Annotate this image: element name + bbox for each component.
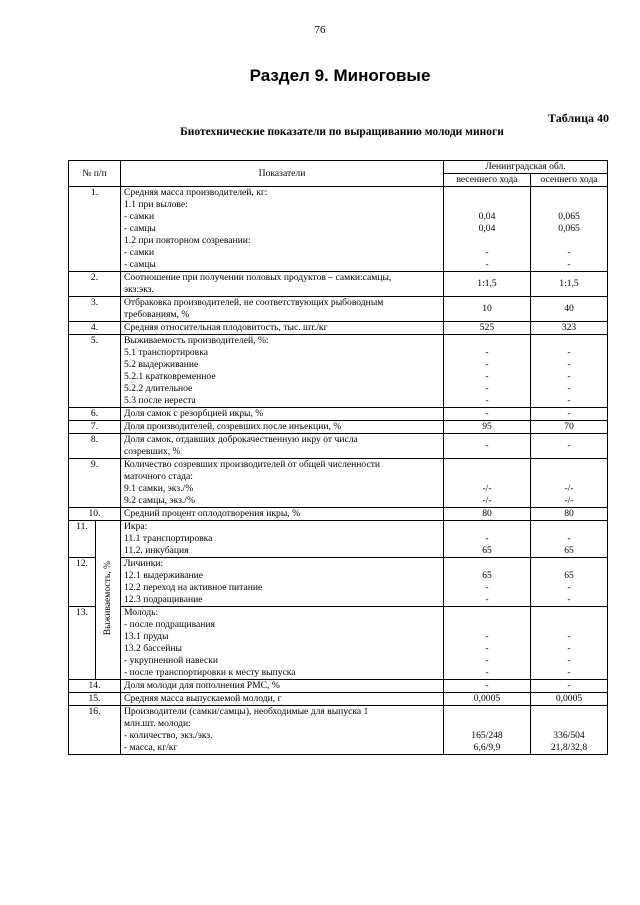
value-line [447,459,527,471]
value-line: 65 [564,545,574,556]
row-line: Икра: [124,521,148,532]
row-number: 15. [69,693,121,706]
row-line: 9.2 самцы, экз./% [124,495,195,506]
row-line: 13.2 бассейны [124,643,182,654]
value-line [534,558,604,570]
autumn-value [531,607,608,680]
value-line [534,235,604,247]
row-line: 11.1 транспортировка [124,533,213,544]
value-line [534,706,604,718]
value-line: - [485,667,489,678]
value-line [534,521,604,533]
value-line: - [567,359,571,370]
table-row [69,680,608,693]
row-line: 11.2. инкубация [124,545,189,556]
section-title: Раздел 9. Миноговые [249,66,431,85]
autumn-value: 70 [531,421,608,434]
value-line [534,199,604,211]
row-line: экз:экз. [124,284,154,295]
spring-value [444,706,531,755]
row-number: 3. [69,297,121,322]
row-number: 14. [69,680,121,693]
value-line: - [567,582,571,593]
row-indicator [121,521,444,558]
row-number: 16. [69,706,121,755]
spring-value: 0,0005 [444,693,531,706]
spring-value [444,459,531,508]
row-number: 11. [69,521,96,558]
page-number: 76 [314,24,326,36]
row-indicator: Средний процент оплодотворения икры, % [121,508,444,521]
value-line [447,471,527,483]
table-row [69,521,608,558]
row-indicator [121,706,444,755]
spring-value: - [444,434,531,459]
row-number: 8. [69,434,121,459]
value-line: - [567,655,571,666]
row-number: 2. [69,272,121,297]
spring-value: 95 [444,421,531,434]
value-line: -/- [564,495,574,506]
table-row [69,706,608,755]
autumn-value [531,459,608,508]
row-line: созревших, % [124,446,181,457]
autumn-value [531,335,608,408]
row-indicator [121,272,444,297]
spring-value: - [444,408,531,421]
row-line: 5.3 после нереста [124,395,196,406]
row-indicator [121,187,444,272]
col-region-header: Ленинградская обл. [444,161,608,174]
value-line: 0,065 [558,223,580,234]
autumn-value: 323 [531,322,608,335]
table-row [69,322,608,335]
row-indicator: Средняя масса выпускаемой молоди, г [121,693,444,706]
value-line: 65 [482,545,492,556]
row-indicator: Доля молоди для пополнения РМС, % [121,680,444,693]
value-line: 0,04 [478,211,496,222]
row-line: 1.1 при вылове: [124,199,188,210]
row-line: - после подращивания [124,619,215,630]
row-line: Выживаемость производителей, %: [124,335,269,346]
row-number: 9. [69,459,121,508]
value-line [447,521,527,533]
value-line: 6,6/9,9 [473,742,501,753]
value-line: - [485,371,489,382]
value-line: - [567,643,571,654]
col-indicator-header: Показатели [121,161,444,187]
row-line: - укрупненной навески [124,655,219,666]
table-row [69,187,608,272]
value-line [534,718,604,730]
row-line: Отбраковка производителей, не соответствующих рыбоводным [124,297,384,308]
value-line: - [485,395,489,406]
value-line [447,199,527,211]
autumn-value: 40 [531,297,608,322]
autumn-value [531,521,608,558]
row-line: 5.2 выдерживание [124,359,199,370]
row-number: 7. [69,421,121,434]
row-line: - масса, кг/кг [124,742,178,753]
row-line: Средняя масса производителей, кг: [124,187,268,198]
autumn-value: - [531,408,608,421]
row-line: 5.1 транспортировка [124,347,208,358]
value-line: 336/504 [553,730,585,741]
value-line [447,187,527,199]
row-indicator: Средняя относительная плодовитость, тыс. шт./кг [121,322,444,335]
row-indicator [121,297,444,322]
table-row [69,335,608,408]
value-line: 65 [564,570,574,581]
autumn-value: 1:1,5 [531,272,608,297]
row-line: - после транспортировки к месту выпуска [124,667,296,678]
row-indicator [121,558,444,607]
value-line: - [567,533,571,544]
value-line: - [567,631,571,642]
value-line: - [485,655,489,666]
survival-group-label [96,521,121,680]
value-line [534,459,604,471]
row-line: Доля самок, отдавших доброкачественную икру от числа [124,434,358,445]
value-line: -/- [564,483,574,494]
row-line: требованиям, % [124,309,190,320]
value-line: - [485,247,489,258]
autumn-value [531,187,608,272]
col-spring-header: весеннего хода [444,174,531,187]
value-line [447,619,527,631]
table-title: Биотехнические показатели по выращиванию молоди миноги [180,126,504,138]
value-line: - [567,371,571,382]
value-line [447,235,527,247]
survival-group-text: Выживаемость, % [102,560,113,636]
row-line: 12.2 переход на активное питание [124,582,263,593]
value-line [447,718,527,730]
autumn-value: - [531,434,608,459]
table-row [69,607,608,680]
row-number: 12. [69,558,96,607]
value-line: 0,065 [558,211,580,222]
row-number: 4. [69,322,121,335]
value-line: 21,8/32,8 [550,742,588,753]
row-line: Молодь: [124,607,159,618]
col-autumn-header: осеннего хода [531,174,608,187]
row-line: 12.3 подращивание [124,594,203,605]
row-indicator [121,434,444,459]
value-line: - [567,667,571,678]
value-line: -/- [482,483,492,494]
spring-value [444,187,531,272]
value-line: 165/248 [471,730,503,741]
value-line: - [485,533,489,544]
row-line: Количество созревших производителей от общей численности [124,459,381,470]
col-num-header: № п/п [69,161,121,187]
table-row [69,508,608,521]
value-line: - [485,359,489,370]
row-line: Производители (самки/самцы), необходимые для выпуска 1 [124,706,369,717]
spring-value [444,521,531,558]
value-line [534,619,604,631]
autumn-value: - [531,680,608,693]
value-line [534,607,604,619]
value-line: -/- [482,495,492,506]
autumn-value [531,706,608,755]
table-row [69,434,608,459]
row-indicator: Доля производителей, созревших после инъекции, % [121,421,444,434]
table-row [69,459,608,508]
value-line: - [567,247,571,258]
value-line: - [485,582,489,593]
table-row [69,421,608,434]
spring-value: 525 [444,322,531,335]
value-line: - [567,383,571,394]
value-line: - [567,259,571,270]
row-line: - самцы [124,223,156,234]
row-line: - самки [124,247,155,258]
row-indicator: Доля самок с резорбцией икры, % [121,408,444,421]
row-number: 10. [69,508,121,521]
row-line: маточного стада: [124,471,193,482]
spring-value: 10 [444,297,531,322]
spring-value [444,607,531,680]
biotech-table [68,160,608,755]
spring-value: - [444,680,531,693]
value-line: - [485,594,489,605]
row-line: 5.2.1 кратковременное [124,371,216,382]
spring-value [444,558,531,607]
row-number: 5. [69,335,121,408]
row-line: млн.шт. молоди: [124,718,191,729]
table-row [69,297,608,322]
value-line: - [485,631,489,642]
row-line: - самки [124,211,155,222]
row-number: 1. [69,187,121,272]
value-line [447,706,527,718]
table-row [69,693,608,706]
table-row [69,272,608,297]
table-row [69,408,608,421]
spring-value [444,335,531,408]
row-line: Личинки: [124,558,164,569]
value-line: 65 [482,570,492,581]
value-line [534,471,604,483]
autumn-value [531,558,608,607]
row-number: 6. [69,408,121,421]
spring-value: 80 [444,508,531,521]
row-line: - самцы [124,259,156,270]
value-line [534,187,604,199]
row-line: 5.2.2 длительное [124,383,193,394]
spring-value: 1:1,5 [444,272,531,297]
autumn-value: 0,0005 [531,693,608,706]
value-line [447,335,527,347]
row-line: 12.1 выдерживание [124,570,204,581]
value-line: - [567,347,571,358]
value-line [447,607,527,619]
row-line: 1.2 при повторном созревании: [124,235,251,246]
row-indicator [121,607,444,680]
value-line: - [567,395,571,406]
row-indicator [121,335,444,408]
row-line: 13.1 пруды [124,631,169,642]
row-number: 13. [69,607,96,680]
value-line: 0,04 [478,223,496,234]
value-line: - [485,383,489,394]
table-label: Таблица 40 [548,111,609,125]
row-indicator [121,459,444,508]
autumn-value: 80 [531,508,608,521]
value-line: - [485,643,489,654]
row-line: - количество, экз./экз. [124,730,213,741]
row-line: 9.1 самки, экз./% [124,483,194,494]
value-line [534,335,604,347]
value-line [447,558,527,570]
row-line: Соотношение при получении половых продуктов – самки:самцы, [124,272,392,283]
table-row [69,558,608,607]
value-line: - [485,347,489,358]
value-line: - [567,594,571,605]
value-line: - [485,259,489,270]
